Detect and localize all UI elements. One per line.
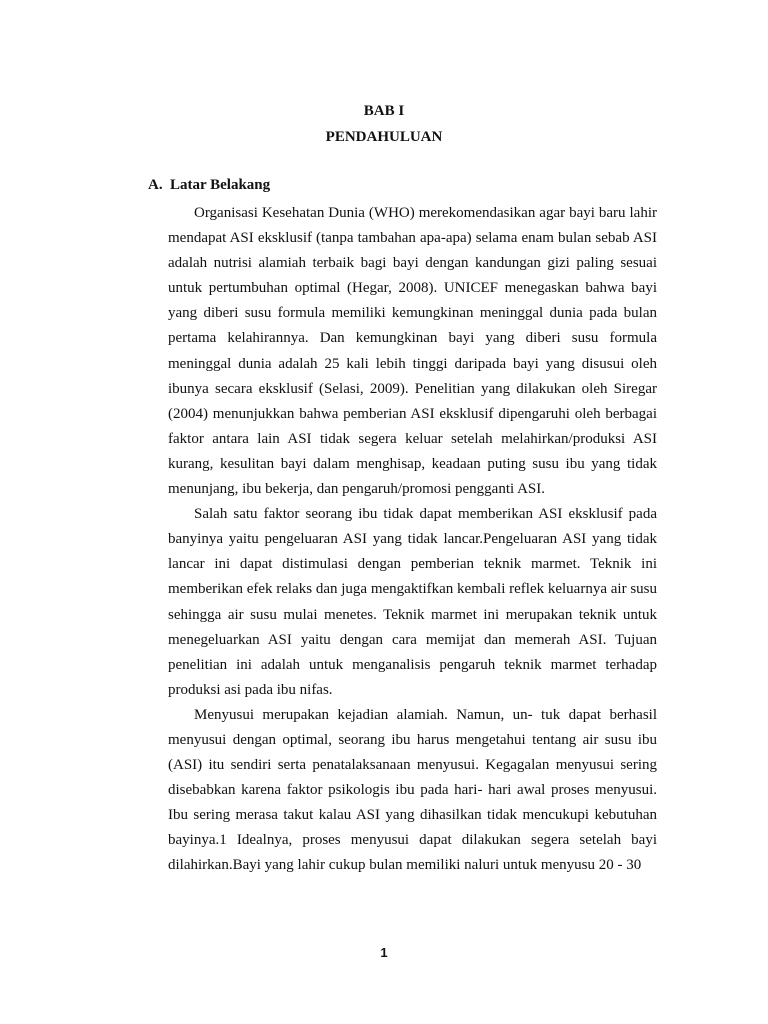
section-heading xyxy=(148,177,270,194)
paragraph-3: Menyusui merupakan kejadian alamiah. Namun, un- tuk dapat berhasil menyusui dengan optimal, seorang ibu harus mengetahui tentang air susu ibu (ASI) itu sendiri serta penatalaksanaan menyusui. Kegagalan menyusui sering disebabkan karena faktor psikologis ibu pada hari- hari awal proses menyusui. Ibu sering merasa takut kalau ASI yang dihasilkan tidak mencukupi kebutuhan bayinya.1 Idealnya, proses menyusui dapat dilakukan segera setelah bayi dilahirkan.Bayi yang lahir cukup bulan memiliki naluri untuk menyusu 20 - 30 xyxy=(168,706,657,874)
body-text xyxy=(168,201,657,879)
section-letter: A. xyxy=(148,177,163,193)
chapter-title: PENDAHULUAN xyxy=(325,129,443,145)
chapter-number: BAB I xyxy=(363,103,405,119)
paragraph-1: Organisasi Kesehatan Dunia (WHO) merekomendasikan agar bayi baru lahir mendapat ASI eksklusif (tanpa tambahan apa-apa) selama enam bulan sebab ASI adalah nutrisi alamiah terbaik bagi bayi dengan kandungan gizi paling sesuai untuk pertumbuhan optimal (Hegar, 2008). UNICEF menegaskan bahwa bayi yang diberi susu formula memiliki kemungkinan meninggal dunia pada bulan pertama kelahirannya. Dan kemungkinan bayi yang diberi susu formula meninggal dunia adalah 25 kali lebih tinggi daripada bayi yang disusui oleh ibunya secara eksklusif (Selasi, 2009). Penelitian yang dilakukan oleh Siregar (2004) menunjukkan bahwa pemberian ASI eksklusif dipengaruhi oleh berbagai faktor antara lain ASI tidak segera keluar setelah melahirkan/produksi ASI kurang, kesulitan bayi dalam menghisap, keadaan puting susu ibu yang tidak menunjang, ibu bekerja, dan pengaruh/promosi pengganti ASI. xyxy=(168,205,657,498)
section-title: Latar Belakang xyxy=(170,177,271,193)
paragraph-2: Salah satu faktor seorang ibu tidak dapat memberikan ASI eksklusif pada banyinya yaitu pengeluaran ASI yang tidak lancar.Pengeluaran ASI yang tidak lancar ini dapat distimulasi dengan pemberian teknik marmet. Teknik ini memberikan efek relaks dan juga mengaktifkan kembali reflek keluarnya air susu sehingga air susu mulai menetes. Teknik marmet ini merupakan teknik untuk menegeluarkan ASI yaitu dengan cara memijat dan memerah ASI. Tujuan penelitian ini adalah untuk menganalisis pengaruh teknik marmet terhadap produksi asi pada ibu nifas. xyxy=(168,506,657,698)
page-number: 1 xyxy=(380,945,388,960)
